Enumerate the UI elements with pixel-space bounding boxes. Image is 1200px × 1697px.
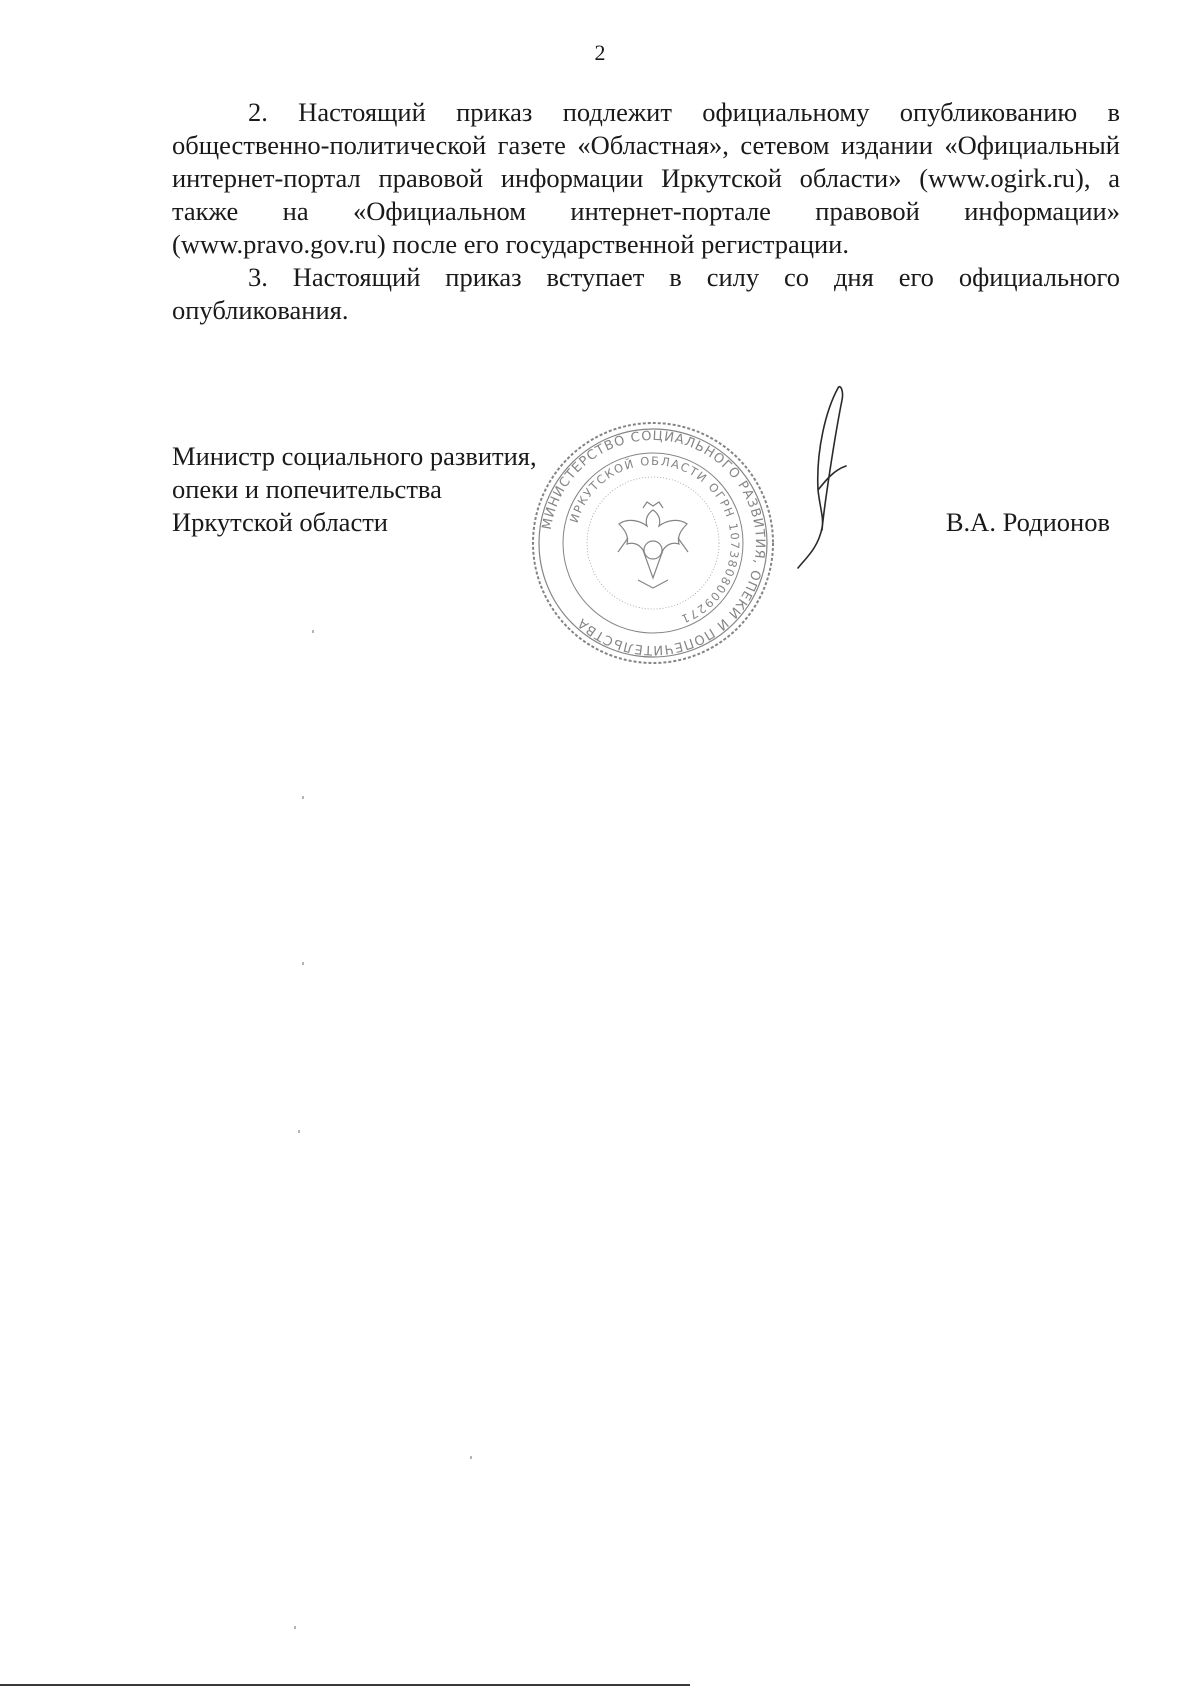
order-body bbox=[172, 96, 1120, 327]
scan-speck bbox=[298, 1130, 300, 1133]
official-stamp bbox=[528, 418, 778, 668]
signature-block bbox=[172, 428, 1120, 680]
scan-speck bbox=[294, 1626, 296, 1629]
position-line-3: Иркутской области bbox=[172, 507, 388, 537]
signatory-position bbox=[172, 440, 537, 539]
stamp-outer-text: МИНИСТЕРСТВО СОЦИАЛЬНОГО РАЗВИТИЯ, ОПЕКИ И ПОПЕЧИТЕЛЬСТВА bbox=[539, 428, 768, 658]
page-number: 2 bbox=[594, 40, 606, 65]
scan-speck bbox=[302, 962, 304, 965]
position-line-2: опеки и попечительства bbox=[172, 474, 442, 504]
paragraph-2: 2. Настоящий приказ подлежит официальному опубликованию в общественно-политической газете «Областная», сетевом издании «Официальный интернет-портал правовой информации Иркутской области» (www.ogirk.ru), а также на «Официальном интернет-портале правовой информации» (www.pravo.gov.ru) после его государственной регистрации. bbox=[172, 97, 1120, 259]
scan-speck bbox=[312, 630, 314, 633]
signatory-name: В.А. Родионов bbox=[945, 507, 1110, 537]
scan-speck bbox=[470, 1456, 472, 1459]
scan-speck bbox=[302, 796, 304, 799]
bottom-scan-edge bbox=[0, 1684, 690, 1686]
paragraph-3: 3. Настоящий приказ вступает в силу со дня его официального опубликования. bbox=[172, 262, 1120, 325]
coat-of-arms-emblem bbox=[618, 502, 688, 588]
handwritten-signature bbox=[776, 380, 856, 570]
stamp-inner-text: ИРКУТСКОЙ ОБЛАСТИ ОГРН 1073808009271 bbox=[566, 453, 743, 627]
position-line-1: Министр социального развития, bbox=[172, 441, 537, 471]
